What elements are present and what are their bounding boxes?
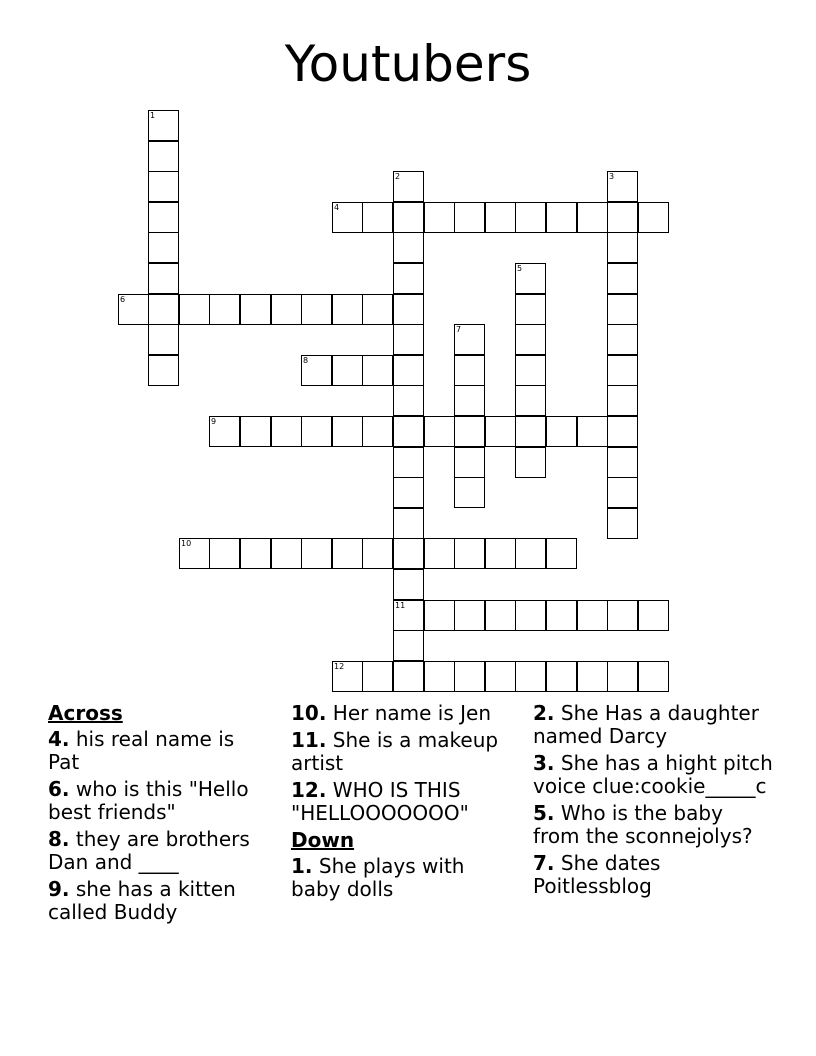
clue-text: She is a makeup artist (291, 728, 499, 775)
down-heading: Down (291, 828, 355, 852)
clue-text: they are brothers Dan and ____ (48, 827, 250, 874)
cell-number: 10 (181, 539, 192, 548)
cell-number: 5 (517, 264, 523, 273)
puzzle-title: Youtubers (284, 35, 532, 93)
clue-text: his real name is Pat (48, 727, 235, 774)
clue-text: WHO IS THIS "HELLOOOOOOO" (291, 778, 469, 825)
cell-number: 1 (150, 111, 156, 120)
clue-across-10 (291, 702, 516, 725)
clue-number: 3. (533, 751, 555, 775)
clue-number: 7. (533, 851, 555, 875)
clues-column-2 (291, 702, 516, 905)
clue-across-4 (48, 728, 268, 774)
clue-text: She dates Poitlessblog (533, 851, 661, 898)
clue-number: 1. (291, 854, 313, 878)
clue-text: She plays with baby dolls (291, 854, 465, 901)
clue-down-5 (533, 802, 773, 848)
clue-across-6 (48, 778, 268, 824)
clue-across-9 (48, 878, 268, 924)
clue-across-12 (291, 779, 516, 825)
cell-number: 4 (334, 203, 340, 212)
clue-number: 6. (48, 777, 70, 801)
clues-column-1 (48, 702, 268, 928)
clue-down-7 (533, 852, 773, 898)
clue-across-11 (291, 729, 516, 775)
clue-number: 8. (48, 827, 70, 851)
clue-number: 12. (291, 778, 327, 802)
across-heading: Across (48, 701, 123, 725)
cell-number: 6 (120, 295, 126, 304)
cell-number: 8 (303, 356, 309, 365)
cell-number: 2 (395, 172, 401, 181)
cell-number: 12 (334, 662, 345, 671)
clue-number: 5. (533, 801, 555, 825)
clue-text: Her name is Jen (332, 701, 492, 725)
clue-number: 9. (48, 877, 70, 901)
clue-across-8 (48, 828, 268, 874)
cell-number: 7 (456, 325, 462, 334)
cell-number: 11 (395, 601, 406, 610)
clue-number: 11. (291, 728, 327, 752)
clue-down-2 (533, 702, 773, 748)
cell-number: 9 (211, 417, 217, 426)
clue-down-3 (533, 752, 773, 798)
clue-text: Who is the baby from the sconnejolys? (533, 801, 753, 848)
clue-down-1 (291, 855, 516, 901)
clue-text: who is this "Hello best friends" (48, 777, 249, 824)
clue-text: She has a hight pitch voice clue:cookie_____c (533, 751, 773, 798)
cell-number: 3 (609, 172, 615, 181)
clues-column-3 (533, 702, 773, 902)
clue-number: 10. (291, 701, 327, 725)
clue-number: 2. (533, 701, 555, 725)
clue-text: she has a kitten called Buddy (48, 877, 236, 924)
clue-number: 4. (48, 727, 70, 751)
clue-text: She Has a daughter named Darcy (533, 701, 759, 748)
